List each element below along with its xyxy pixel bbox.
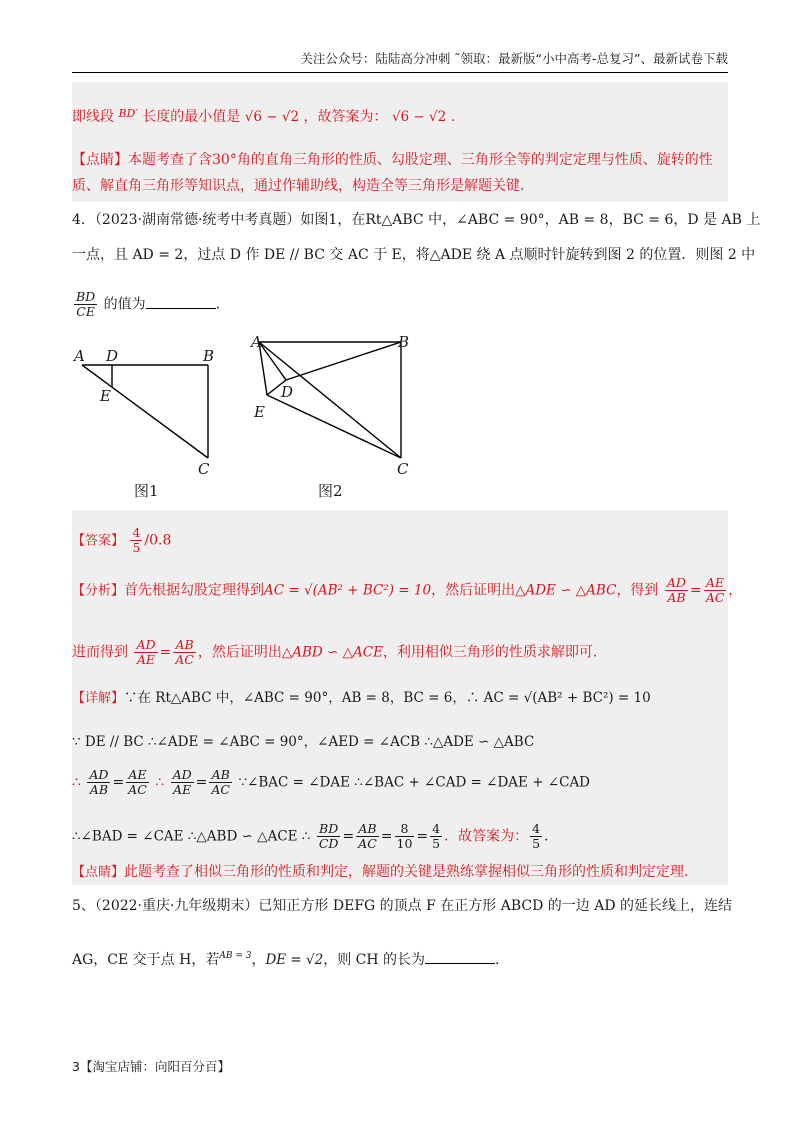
answer-fraction: $\frac{4}{5}$ [132, 525, 141, 555]
q5-line-1: 5、（2022·重庆·九年级期末）已知正方形 DEFG 的顶点 F 在正方形 ABCD 的一边 AD 的延长线上，连结 [72, 898, 733, 914]
prev-comment-line-2: 质、解直角三角形等知识点，通过作辅助线，构造全等三角形是解题关键. [72, 178, 525, 194]
fig2-label-a: A [251, 333, 262, 351]
header-text: 关注公众号：陆陆高分冲刺 ˜领取：最新版“小中高考-总复习”、最新试卷下载 [300, 51, 728, 66]
fig2-label-e: E [254, 403, 265, 421]
q4-line-3: $\frac{BD}{CE}$ 的值为 . [76, 289, 221, 319]
fig2-segment-bd [286, 342, 401, 380]
analysis-line-1: 【分析】首先根据勾股定理得到AC = √(AB² + BC²) = 10，然后证明出△ADE ∽ △ABC，得到 $\frac{AD}{AB}$ = $\frac{AE}{AC}$ ， [72, 575, 743, 605]
fig1-label-d: D [106, 347, 119, 365]
q4-line-1: 4．（2023·湖南常德·统考中考真题）如图1，在Rt△ABC 中，∠ABC = 90°，AB = 8，BC = 6，D 是 AB 上 [72, 212, 761, 228]
comment-line: 【点睛】此题考查了相似三角形的性质和判定，解题的关键是熟练掌握相似三角形的性质和判定定理. [72, 864, 689, 880]
fig2-caption: 图2 [318, 482, 343, 500]
fig2-label-b: B [398, 333, 410, 351]
page-header [72, 50, 728, 73]
detail-line-3: ∴ $\frac{AD}{AB}$ = $\frac{AE}{AC}$ ∴ $\frac{AD}{AE}$ = $\frac{AB}{AC}$ ∵∠BAC = ∠DAE ∴∠BAC + ∠CAD = ∠DAE + ∠CAD [72, 767, 591, 797]
q4-fraction: $\frac{BD}{CE}$ [76, 289, 96, 319]
fig2-segment-ce [267, 395, 401, 458]
detail-line-2: ∵ DE // BC ∴∠ADE = ∠ABC = 90°，∠AED = ∠ACB ∴△ADE ∽ △ABC [72, 734, 535, 750]
detail-line-4: ∴∠BAD = ∠CAE ∴△ABD ∽ △ACE ∴ $\frac{BD}{CD}$ = $\frac{AB}{AC}$ = $\frac{8}{10}$ = $\frac{4}{5}$ ．故答案为： $\frac{4}{5}$ . [72, 821, 549, 851]
fig1-label-c: C [198, 460, 210, 478]
q5-answer-blank[interactable] [425, 951, 495, 964]
prev-comment-line-1: 【点睛】本题考查了含30°角的直角三角形的性质、勾股定理、三角形全等的判定定理与性质、旋转的性 [72, 152, 713, 168]
answer-line: 【答案】 $\frac{4}{5}$ /0.8 [72, 525, 172, 555]
q5-line-2: AG，CE 交于点 H，若$^{AB = 3}$，DE = √2，则 CH 的长为 . [72, 951, 500, 968]
detail-line-1: 【详解】∵在 Rt△ABC 中，∠ABC = 90°，AB = 8，BC = 6，∴ AC = √(AB² + BC²) = 10 [72, 690, 651, 706]
fig1-label-a: A [74, 347, 85, 365]
page-footer: 3【淘宝店铺：向阳百分百】 [72, 1059, 230, 1074]
fig1-label-b: B [203, 347, 215, 365]
prev-answer-line: 即线段 $^{BD'}$ 长度的最小值是 √6 − √2 ，故答案为： √6 − √2 . [72, 107, 456, 125]
analysis-line-2: 进而得到 $\frac{AD}{AE}$ = $\frac{AB}{AC}$ ，然后证明出△ABD ∽ △ACE，利用相似三角形的性质求解即可. [72, 637, 598, 667]
fig2-label-c: C [397, 460, 409, 478]
q4-line-2: 一点，且 AD = 2，过点 D 作 DE // BC 交 AC 于 E，将△ADE 绕 A 点顺时针旋转到图 2 的位置．则图 2 中 [72, 247, 756, 263]
fig1-label-e: E [100, 387, 111, 405]
fig2-label-d: D [281, 383, 294, 401]
answer-blank[interactable] [146, 296, 216, 309]
fig1-caption: 图1 [134, 482, 159, 500]
figure-2 [240, 330, 420, 500]
fig1-segment-ac [82, 365, 208, 458]
